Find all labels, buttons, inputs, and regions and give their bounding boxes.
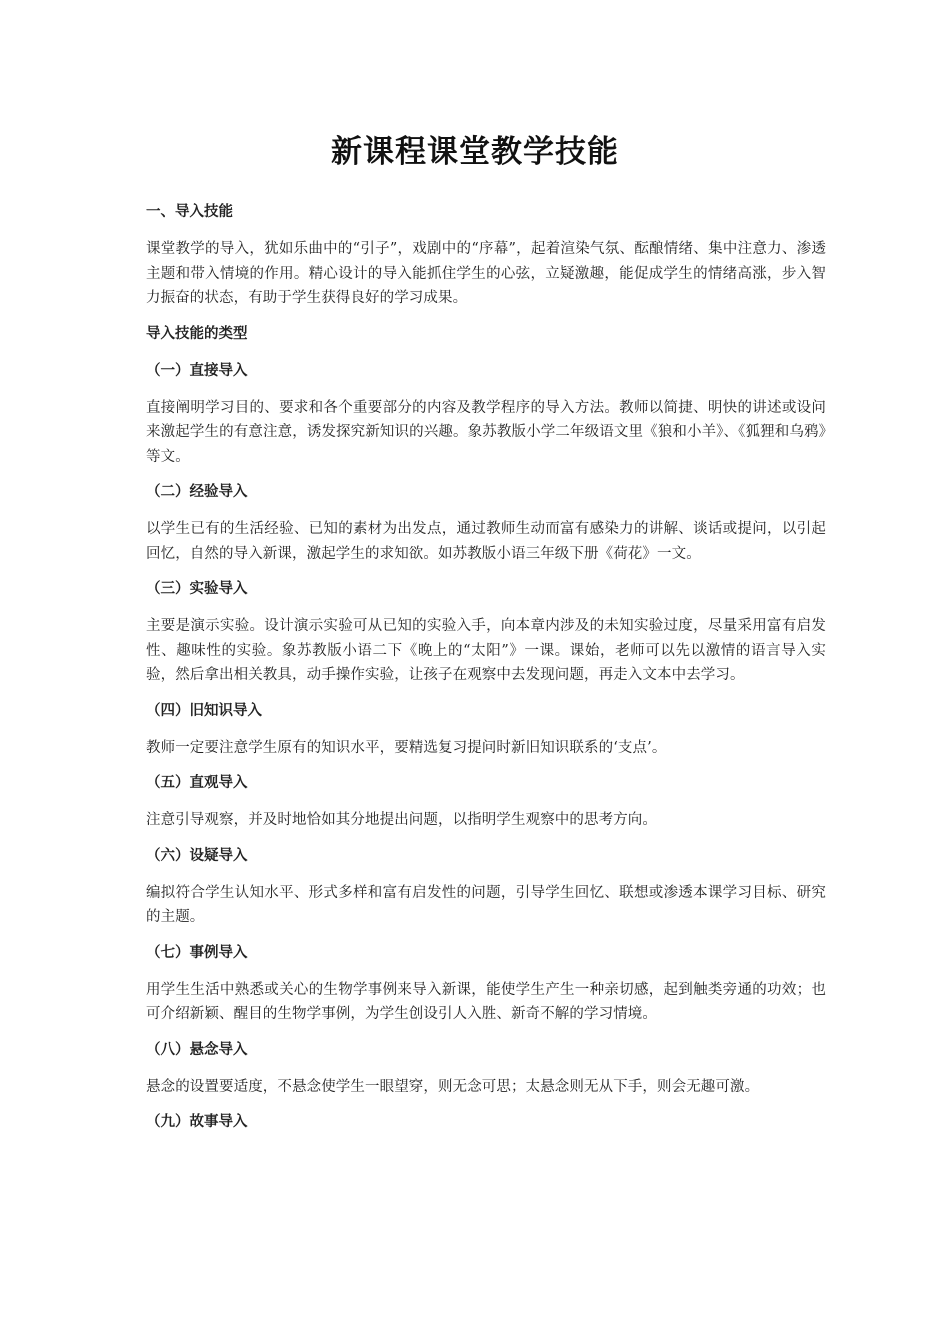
subsection-heading: （二）经验导入 (146, 484, 248, 500)
document-body (146, 200, 826, 1147)
subsection-heading: （七）事例导入 (146, 944, 248, 961)
subsection-heading: 导入技能的类型 (146, 325, 248, 342)
subsection-heading: （六）设疑导入 (146, 847, 248, 864)
paragraph: 直接阐明学习目的、要求和各个重要部分的内容及教学程序的导入方法。教师以简捷、明快的讲述或设问来激起学生的有意注意，诱发探究新知识的兴趣。象苏教版小学二年级语文里《狼和小羊》、《狐狸和乌鸦》等文。 (146, 399, 826, 465)
subsection-heading: （三）实验导入 (146, 581, 248, 597)
paragraph: 注意引导观察，并及时地恰如其分地提出问题，以指明学生观察中的思考方向。 (146, 812, 657, 828)
subsection-heading: （八）悬念导入 (146, 1041, 248, 1058)
paragraph: 编拟符合学生认知水平、形式多样和富有启发性的问题，引导学生回忆、联想或渗透本课学习目标、研究的主题。 (146, 884, 826, 925)
document-title: 新课程课堂教学技能 (331, 134, 619, 170)
paragraph: 课堂教学的导入，犹如乐曲中的“引子”，戏剧中的“序幕”，起着渲染气氛、酝酿情绪、集中注意力、渗透主题和带入情境的作用。精心设计的导入能抓住学生的心弦，立疑激趣，能促成学生的情绪高涨，步入智力振奋的状态，有助于学生获得良好的学习成果。 (146, 241, 826, 306)
paragraph: 悬念的设置要适度，不悬念使学生一眼望穿，则无念可思；太悬念则无从下手，则会无趣可激。 (146, 1078, 760, 1095)
section-heading: 一、导入技能 (146, 204, 233, 220)
paragraph: 教师一定要注意学生原有的知识水平，要精选复习提问时新旧知识联系的‘支点’。 (146, 739, 667, 756)
paragraph: 以学生已有的生活经验、已知的素材为出发点，通过教师生动而富有感染力的讲解、谈话或提问，以引起回忆，自然的导入新课，激起学生的求知欲。如苏教版小语三年级下册《荷花》一文。 (146, 521, 826, 562)
subsection-heading: （一）直接导入 (146, 362, 248, 379)
subsection-heading: （九）故事导入 (146, 1114, 248, 1130)
paragraph: 主要是演示实验。设计演示实验可从已知的实验入手，向本章内涉及的未知实验过度，尽量采用富有启发性、趣味性的实验。象苏教版小语二下《晚上的“太阳”》一课。课始，老师可以先以激情的语言导入实验，然后拿出相关教具，动手操作实验，让孩子在观察中去发现问题，再走入文本中去学习。 (146, 618, 826, 683)
subsection-heading: （五）直观导入 (146, 775, 248, 791)
subsection-heading: （四）旧知识导入 (146, 702, 262, 719)
paragraph: 用学生生活中熟悉或关心的生物学事例来导入新课，能使学生产生一种亲切感，起到触类旁通的功效；也可介绍新颖、醒目的生物学事例，为学生创设引人入胜、新奇不解的学习情境。 (146, 981, 826, 1022)
